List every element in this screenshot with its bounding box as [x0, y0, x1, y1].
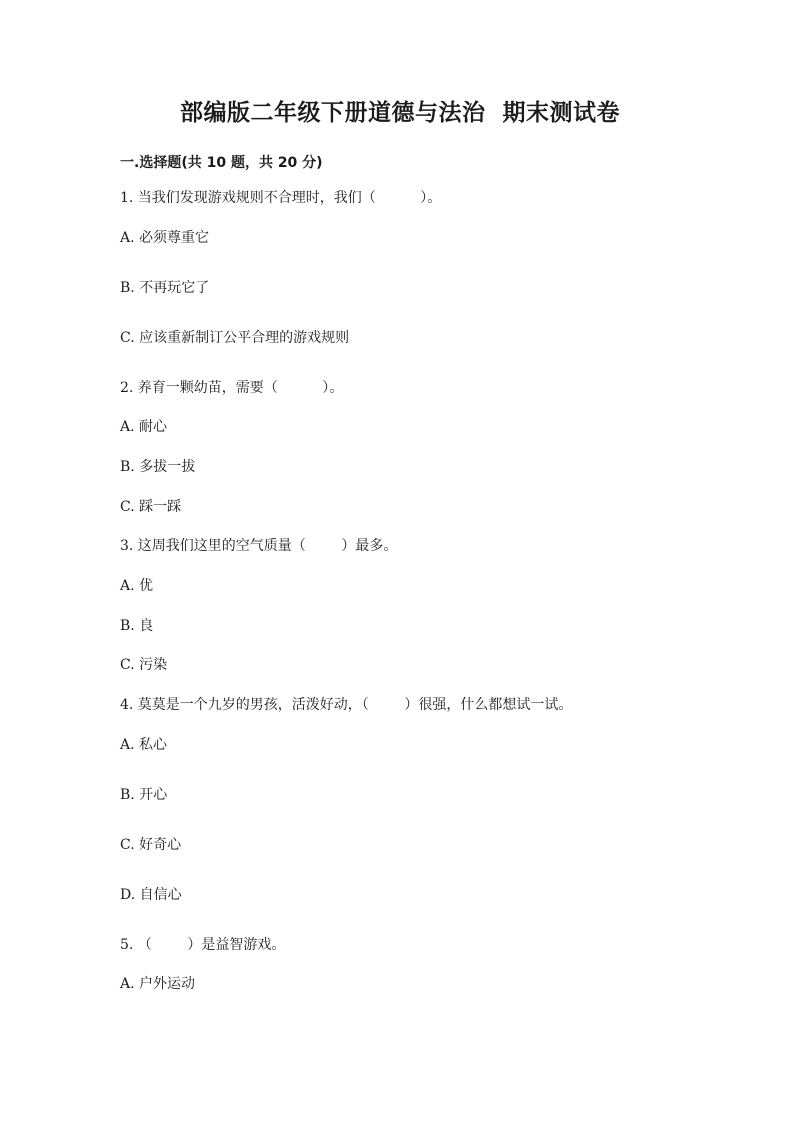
- question-stem: 2. 养育一颗幼苗，需要（ ）。: [120, 380, 344, 396]
- option-a: A. 耐心: [120, 419, 168, 435]
- option-d: D. 自信心: [120, 887, 182, 903]
- option-b: B. 不再玩它了: [120, 280, 210, 296]
- exam-title: 部编版二年级下册道德与法治 期末测试卷: [179, 100, 620, 126]
- option-c: C. 污染: [120, 657, 168, 673]
- option-a: A. 私心: [120, 737, 168, 753]
- question-stem: 3. 这周我们这里的空气质量（ ）最多。: [120, 538, 398, 554]
- option-b: B. 多拔一拔: [120, 459, 196, 475]
- question-stem: 4. 莫莫是一个九岁的男孩，活泼好动，（ ）很强，什么都想试一试。: [120, 697, 573, 713]
- question-stem: 1. 当我们发现游戏规则不合理时，我们（ ）。: [120, 190, 442, 206]
- option-a: A. 必须尊重它: [120, 230, 210, 246]
- option-b: B. 良: [120, 618, 154, 634]
- option-c: C. 应该重新制订公平合理的游戏规则: [120, 330, 350, 346]
- section-heading: 一.选择题(共 10 题，共 20 分): [120, 155, 323, 171]
- option-c: C. 好奇心: [120, 837, 182, 853]
- question-stem: 5. （ ）是益智游戏。: [120, 937, 286, 953]
- option-a: A. 优: [120, 578, 154, 594]
- option-a: A. 户外运动: [120, 976, 196, 992]
- option-b: B. 开心: [120, 787, 168, 803]
- option-c: C. 踩一踩: [120, 499, 182, 515]
